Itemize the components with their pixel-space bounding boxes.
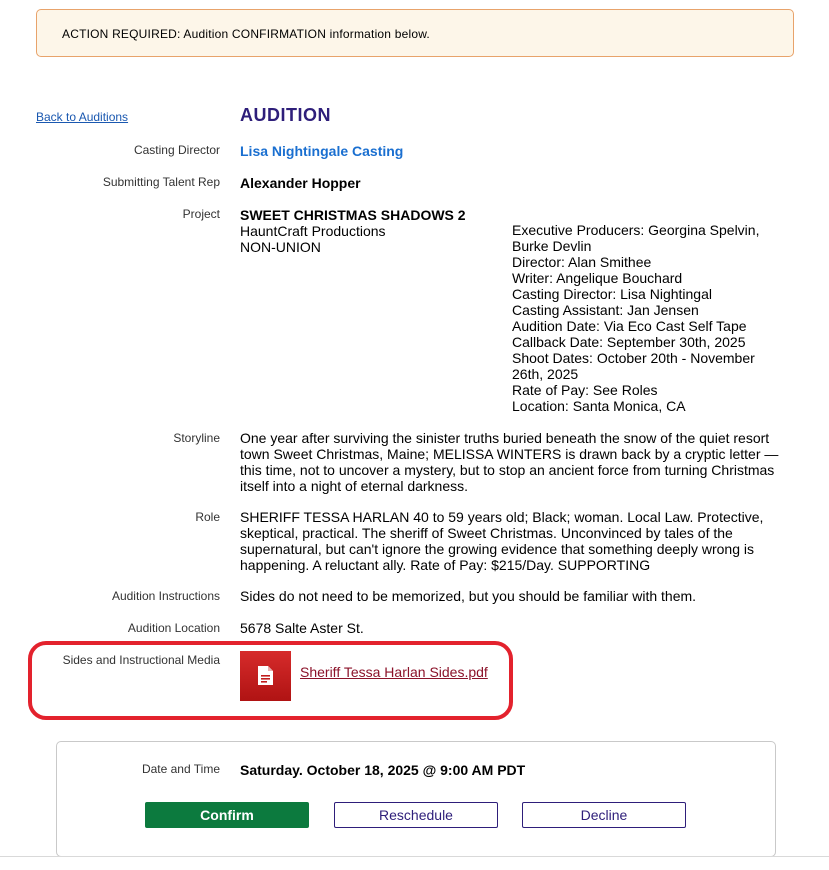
credit-line: Executive Producers: Georgina Spelvin, Burke Devlin <box>512 222 760 254</box>
audition-instructions-text: Sides do not need to be memorized, but you should be familiar with them. <box>240 588 697 604</box>
audition-location-label: Audition Location <box>127 621 220 635</box>
alert-text: ACTION REQUIRED: Audition CONFIRMATION information below. <box>62 27 430 41</box>
pdf-file-icon[interactable] <box>240 651 291 701</box>
schedule-panel <box>56 741 776 857</box>
project-union: NON-UNION <box>240 239 321 255</box>
talent-rep-value: Alexander Hopper <box>240 175 361 191</box>
credit-line: Callback Date: September 30th, 2025 <box>512 334 746 350</box>
credit-line: Casting Assistant: Jan Jensen <box>512 302 699 318</box>
credit-line: Shoot Dates: October 20th - November 26th, 2025 <box>512 350 755 382</box>
sides-media-label: Sides and Instructional Media <box>62 653 220 667</box>
storyline-label: Storyline <box>173 431 220 445</box>
casting-director-label: Casting Director <box>133 143 220 157</box>
talent-rep-label: Submitting Talent Rep <box>102 175 220 189</box>
credit-line: Director: Alan Smithee <box>512 254 652 270</box>
sides-pdf-link[interactable]: Sheriff Tessa Harlan Sides.pdf <box>300 664 488 680</box>
storyline-text: One year after surviving the sinister truths buried beneath the snow of the quiet resort town Sweet Christmas, Maine; MELISSA WINTERS is drawn back by a cryptic letter — this time, not to uncover a mystery, but to stop an ancient force from turning Christmas itself into a night of eternal darkness. <box>240 430 779 494</box>
back-to-auditions-link[interactable]: Back to Auditions <box>36 110 129 124</box>
credit-line: Location: Santa Monica, CA <box>512 398 686 414</box>
reschedule-button[interactable]: Reschedule <box>334 802 498 828</box>
confirm-button[interactable]: Confirm <box>145 802 309 828</box>
decline-button[interactable]: Decline <box>522 802 686 828</box>
credit-line: Casting Director: Lisa Nightingal <box>512 286 712 302</box>
credit-line: Writer: Angelique Bouchard <box>512 270 683 286</box>
project-title: SWEET CHRISTMAS SHADOWS 2 <box>240 207 466 223</box>
project-label: Project <box>182 207 220 221</box>
page-divider <box>0 856 829 857</box>
role-description: SHERIFF TESSA HARLAN 40 to 59 years old; Black; woman. Local Law. Protective, skeptical, practical. The sheriff of Sweet Christmas. Unconvinced by tales of the supernatural, but can't ignore the growing evidence that something deeply wrong is happening. A reluctant ally. Rate of Pay: $215/Day. SUPPORTING <box>240 509 764 573</box>
project-credits <box>512 222 772 414</box>
role-label: Role <box>195 510 220 524</box>
project-company: HauntCraft Productions <box>240 223 386 239</box>
audition-instructions-label: Audition Instructions <box>111 589 220 603</box>
action-required-alert <box>36 9 794 57</box>
audition-location-text: 5678 Salte Aster St. <box>240 620 364 636</box>
page-title: AUDITION <box>240 105 331 125</box>
date-time-label: Date and Time <box>141 762 220 776</box>
date-time-value: Saturday. October 18, 2025 @ 9:00 AM PDT <box>240 762 526 778</box>
casting-director-link[interactable]: Lisa Nightingale Casting <box>240 143 404 159</box>
credit-line: Rate of Pay: See Roles <box>512 382 658 398</box>
credit-line: Audition Date: Via Eco Cast Self Tape <box>512 318 747 334</box>
